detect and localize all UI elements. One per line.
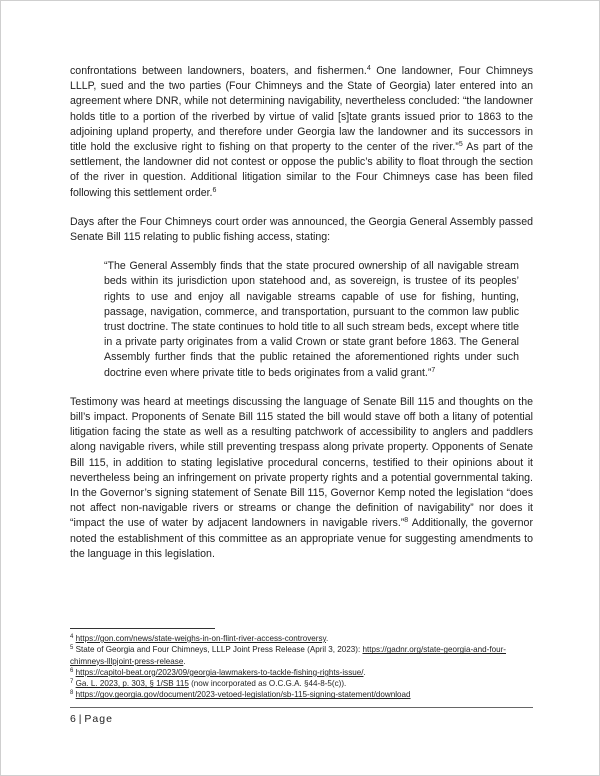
footnote-7-link[interactable]: Ga. L. 2023, p. 303, § 1/SB 115	[75, 679, 189, 689]
footnote-4: $^4$ https://gon.com/news/state-weighs-in-on-flint-river-access-controversy.	[70, 634, 329, 643]
footnote-ref-4: 4	[366, 65, 371, 72]
footer-divider	[70, 707, 533, 708]
footnote-4-link[interactable]: https://gon.com/news/state-weighs-in-on-flint-river-access-controversy	[75, 634, 326, 643]
footnote-ref-6: 6	[212, 186, 217, 194]
footnote-8: $^8$ https://gov.georgia.gov/document/2023-vetoed-legislation/sb-115-signing-statement/download	[70, 690, 411, 700]
footer-separator: |	[75, 713, 85, 725]
paragraph-senate-bill-intro: Days after the Four Chimneys court order was announced, the Georgia General Assembly passed Senate Bill 115 relating to public fishing access, stating:	[70, 215, 533, 244]
body-text	[70, 64, 533, 576]
footnote-6-link[interactable]: https://capitol-beat.org/2023/09/georgia-lawmakers-to-tackle-fishing-rights-issue/	[75, 667, 364, 677]
paragraph-four-chimneys: confrontations between landowners, boaters, and fishermen.$^4$ One landowner, Four Chimneys LLLP, sued and the two parties (Four Chimneys and the State of Georgia) later entered into an agreement where DNR, while not determining navigability, nevertheless concluded: “the landowner holds title to a portion of the riverbed by virtue of valid [s]tate grants issued prior to 1863 to the adjoining upland property, and therefore under Georgia law the landowner and its successors in title hold the exclusive right to fishing on that property to the center of the river.”$^5$ As part of the settlement, the landowner did not contest or oppose the public’s ability to float through the section of the river in question. Additional litigation similar to the Four Chimneys case has been filed following this settlement order.$^6$	[70, 65, 533, 199]
senate-bill-quote: “The General Assembly finds that the state procured ownership of all navigable stream beds within its jurisdiction upon statehood and, as sovereign, is trustee of its peoples’ rights to use and enjoy all navigable streams capable of use for fishing, hunting, passage, navigation, commerce, and transportation, pursuant to the common law public trust doctrine. The state continues to hold title to all such stream beds, except where title in a private party originates from a valid Crown or state grant before 1863. The General Assembly further finds that the public retained the aforementioned rights under such doctrine even where private title to beds originates from a valid grant.”$^7$	[104, 260, 519, 379]
footnote-5-link[interactable]: https://gadnr.org/state-georgia-and-four-chimneys-lllpjoint-press-release	[70, 645, 507, 666]
footnote-8-link[interactable]: https://gov.georgia.gov/document/2023-vetoed-legislation/sb-115-signing-statement/download	[75, 690, 411, 700]
page-label: Page	[84, 713, 113, 725]
footnote-7: $^7$ Ga. L. 2023, p. 303, § 1/SB 115 (now incorporated as O.C.G.A. §44-8-5(c)).	[70, 679, 347, 689]
footnote-6: $^6$ https://capitol-beat.org/2023/09/georgia-lawmakers-to-tackle-fishing-rights-issue/.	[70, 667, 366, 677]
footnote-divider	[70, 628, 215, 629]
paragraph-testimony: Testimony was heard at meetings discussing the language of Senate Bill 115 and thoughts on the bill’s impact. Proponents of Senate Bill 115 stated the bill would stave off both a litany of potential litigation facing the state as well as a resulting patchwork of accessibility to anglers and paddlers along navigable rivers, while still preventing trespass along private property. Opponents of Senate Bill 115, in addition to stating legislative procedural concerns, testified to their opinions about it nevertheless being an infringement on private property rights and a potential governmental taking. In the Governor’s signing statement of Senate Bill 115, Governor Kemp noted the legislation “does not affect non-navigable rivers or streams or change the definition of navigability” nor does it “impact the use of water by adjacent landowners in navigable rivers.”$^8$ Additionally, the governor noted the establishment of this committee as an appropriate venue for suggesting amendments to the language in this legislation.	[70, 395, 533, 560]
footnote-ref-8: 8	[404, 517, 409, 525]
footnotes	[70, 633, 533, 701]
footnote-ref-7: 7	[431, 366, 436, 374]
footnote-5: $^5$ State of Georgia and Four Chimneys, LLLP Joint Press Release (April 3, 2023): https://gadnr.org/state-georgia-and-four-chimneys-lllpjoint-press-release.	[70, 645, 507, 666]
footnote-ref-5: 5	[458, 141, 463, 149]
page-footer	[70, 713, 113, 725]
page-number: 6	[70, 713, 76, 725]
